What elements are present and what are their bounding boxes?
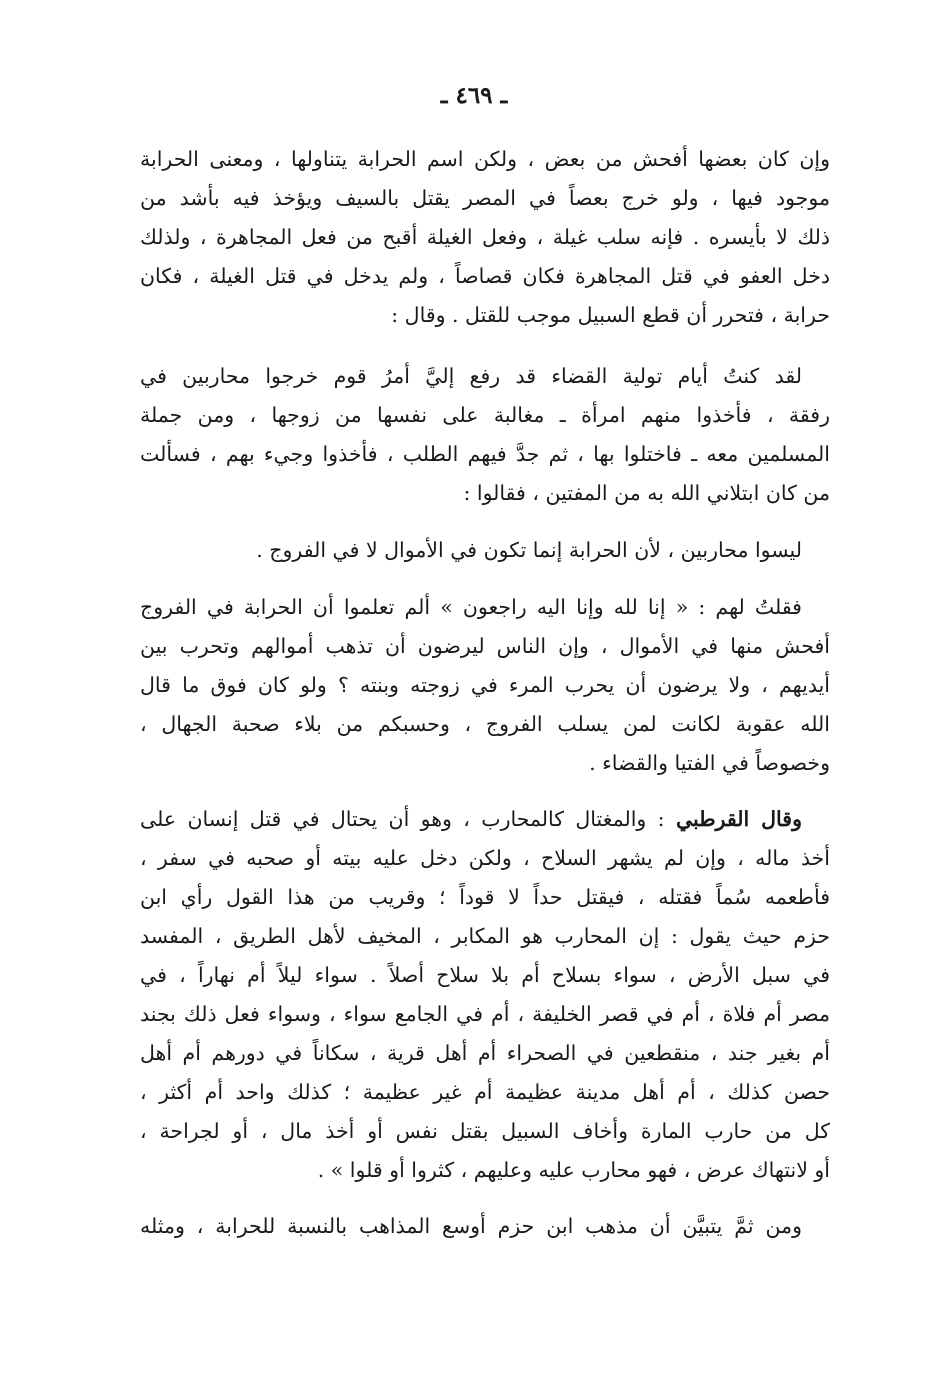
text-line: ليسوا محاربين ، لأن الحرابة إنما تكون في الأموال لا في الفروج . <box>256 538 802 562</box>
text-line: أم بغير جند ، منقطعين في الصحراء أم أهل قرية ، سكاناً في دورهم أم أهل <box>140 1041 830 1065</box>
text-fragment: : والمغتال كالمحارب ، وهو أن يحتال في قتل إنسان على <box>140 807 665 831</box>
text-line: لقد كنتُ أيام تولية القضاء قد رفع إليَّ أمرُ قوم خرجوا محاربين في <box>140 364 802 388</box>
text-line: أخذ ماله ، وإن لم يشهر السلاح ، ولكن دخل عليه بيته أو صحبه في سفر ، <box>140 846 830 870</box>
text-line: ذلك لا بأيسره . فإنه سلب غيلة ، وفعل الغيلة أقبح من فعل المجاهرة ، ولذلك <box>140 225 830 249</box>
text-line: في سبل الأرض ، سواء بسلاح أم بلا سلاح أصلاً . سواء ليلاً أم نهاراً ، في <box>140 963 830 987</box>
author-name: وقال القرطبي <box>675 807 802 831</box>
text-line: وخصوصاً في الفتيا والقضاء . <box>589 751 830 775</box>
paragraph-4 <box>140 588 830 783</box>
text-line: أفحش منها في الأموال ، وإن الناس ليرضون أن تذهب أموالهم وتحرب بين <box>140 634 830 658</box>
text-line: الله عقوبة لكانت لمن يسلب الفروج ، وحسبكم من بلاء صحبة الجهال ، <box>140 712 830 736</box>
text-line: حزم حيث يقول : إن المحارب هو المكابر ، المخيف لأهل الطريق ، المفسد <box>140 924 830 948</box>
paragraph-6 <box>140 1207 830 1246</box>
text-line: حرابة ، فتحرر أن قطع السبيل موجب للقتل . وقال : <box>391 303 830 327</box>
text-line: دخل العفو في قتل المجاهرة فكان قصاصاً ، ولم يدخل في قتل الغيلة ، فكان <box>140 264 830 288</box>
text-line: فأطعمه سُماً فقتله ، فيقتل حداً لا قوداً ؛ وقريب من هذا القول رأي ابن <box>140 885 830 909</box>
text-line: مصر أم فلاة ، أم في قصر الخليفة ، أم في الجامع سواء ، وسواء فعل ذلك بجند <box>140 1002 830 1026</box>
text-line: موجود فيها ، ولو خرج بعصاً في المصر يقتل بالسيف ويؤخذ فيه بأشد من <box>140 186 830 210</box>
paragraph-2 <box>140 357 830 513</box>
text-line-first <box>140 800 830 839</box>
text-line: رفقة ، فأخذوا منهم امرأة ـ مغالبة على نفسها من زوجها ، ومن جملة <box>140 403 830 427</box>
paragraph-1 <box>140 140 830 335</box>
text-line: كل من حارب المارة وأخاف السبيل بقتل نفس أو أخذ مال ، أو لجراحة ، <box>140 1119 830 1143</box>
paragraph-5 <box>140 800 830 1190</box>
text-line: فقلتُ لهم : « إنا لله وإنا اليه راجعون » ألم تعلموا أن الحرابة في الفروج <box>140 595 802 619</box>
text-line: ومن ثمَّ يتبيَّن أن مذهب ابن حزم أوسع المذاهب بالنسبة للحرابة ، ومثله <box>140 1214 802 1238</box>
text-line: وإن كان بعضها أفحش من بعض ، ولكن اسم الحرابة يتناولها ، ومعنى الحرابة <box>140 147 830 171</box>
text-line: من كان ابتلاني الله به من المفتين ، فقالوا : <box>463 481 830 505</box>
text-line: أيديهم ، ولا يرضون أن يحرب المرء في زوجته وبنته ؟ ولو كان فوق ما قال <box>140 673 830 697</box>
page-number: ـ ٤٦٩ ـ <box>440 82 508 109</box>
paragraph-3 <box>140 531 830 570</box>
text-line: المسلمين معه ـ فاختلوا بها ، ثم جدَّ فيهم الطلب ، فأخذوا وجيء بهم ، فسألت <box>140 442 830 466</box>
text-line: حصن كذلك ، أم أهل مدينة عظيمة أم غير عظيمة ؛ كذلك واحد أم أكثر ، <box>140 1080 830 1104</box>
text-line: أو لانتهاك عرض ، فهو محارب عليه وعليهم ، كثروا أو قلوا » . <box>317 1158 830 1182</box>
